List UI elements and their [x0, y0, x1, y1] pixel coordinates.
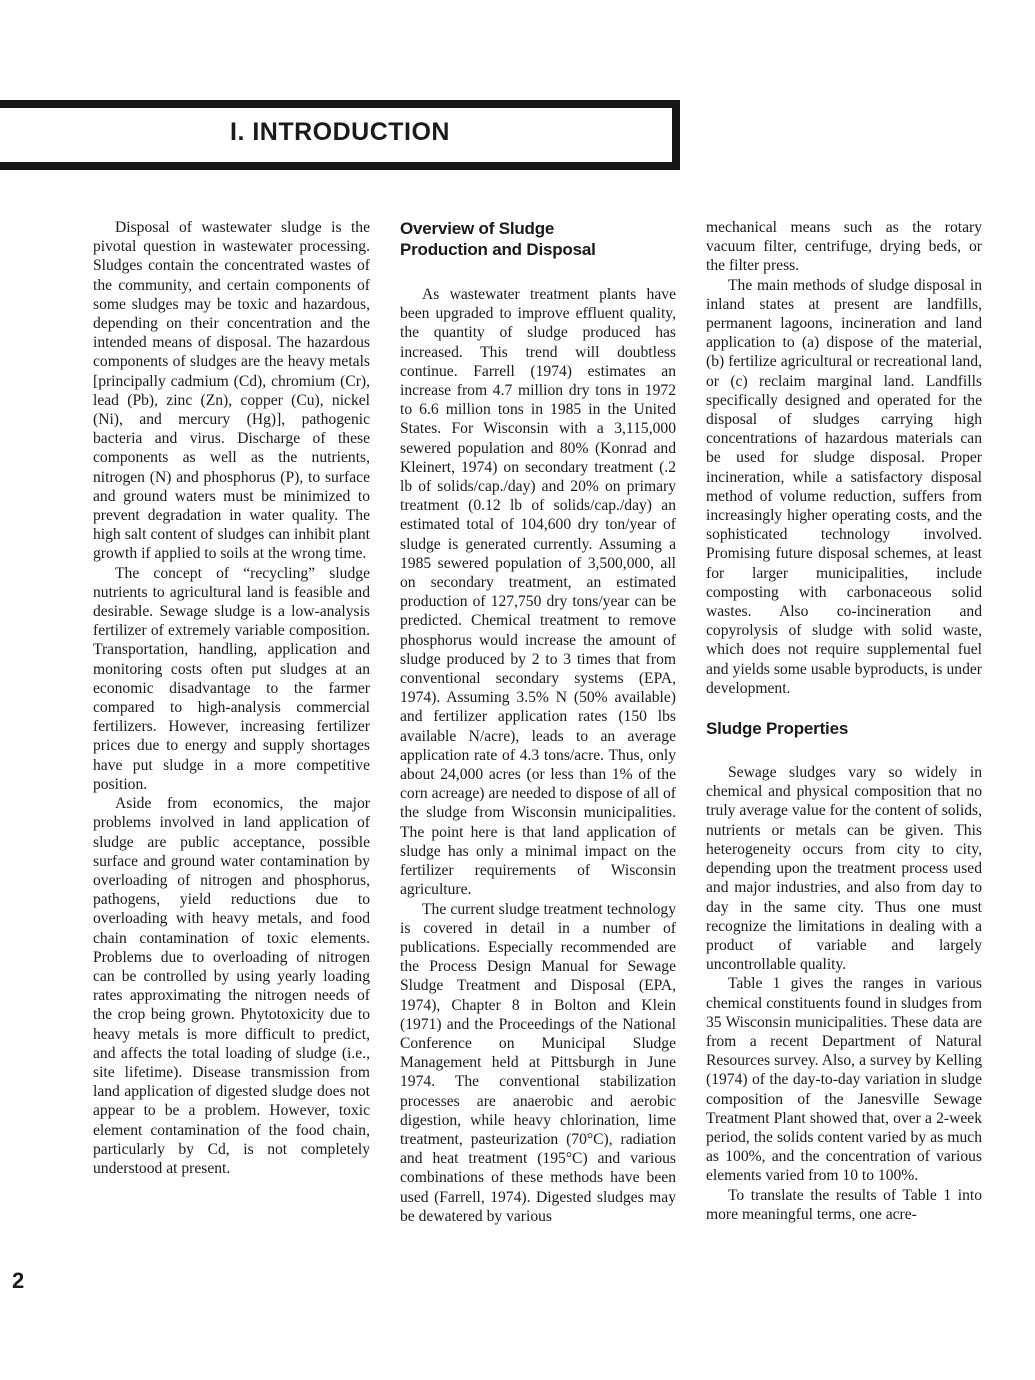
paragraph: Table 1 gives the ranges in various chemical constituents found in sludges from 35 Wisconsin municipalities. These data are from a recent Department of Natural Resources survey. Also, a survey by Kelling (1974) of the day-to-day variation in sludge composition of the Janesville Sewage Treatment Plant showed that, over a 2-week period, the solids content varied by as much as 100%, and the concentration of various elements varied from 10 to 100%. [706, 975, 982, 1185]
paragraph: The concept of “recycling” sludge nutrients to agricultural land is feasible and desirable. Sewage sludge is a low-analysis fertilizer of extremely variable composition. Transportation, handling, application and monitoring costs often put sludges at an economic disadvantage to the farmer compared to high-analysis commercial fertilizers. However, increasing fertilizer prices due to energy and supply shortages have put sludge in a more competitive position. [93, 564, 370, 793]
text-column-2 [400, 218, 676, 1226]
paragraph: To translate the results of Table 1 into more meaningful terms, one acre- [706, 1186, 982, 1223]
paragraph: mechanical means such as the rotary vacuum filter, centrifuge, drying beds, or the filter press. [706, 219, 982, 275]
text-column-1 [93, 218, 370, 1178]
paragraph: Aside from economics, the major problems involved in land application of sludge are public acceptance, possible surface and ground water contamination by overloading of nitrogen and phosphorus, pathogens, yield reductions due to overloading with heavy metals, and food chain contamination of toxic elements. Problems due to overloading of nitrogen can be controlled by using yearly loading rates approximating the nitrogen needs of the crop being grown. Phytotoxicity due to heavy metals is more difficult to predict, and affects the total loading of sludge (i.e., site lifetime). Disease transmission from land application of digested sludge does not appear to be a problem. However, toxic element contamination of the food chain, particularly by Cd, is not completely understood at present. [93, 795, 370, 1177]
paragraph: The main methods of sludge disposal in inland states at present are landfills, permanent lagoons, incineration and land application to (a) dispose of the material, (b) fertilize agricultural or recreational land, or (c) reclaim marginal land. Landfills specifically designed and operated for the disposal of sludges carrying high concentrations of hazardous materials can be used for sludge disposal. Proper incineration, while a satisfactory disposal method of volume reduction, suffers from increasingly higher operating costs, and the sophisticated technology involved. Promising future disposal schemes, at least for larger municipalities, include composting with carbonaceous solid wastes. Also co-incineration and copyrolysis of sludge with solid waste, which does not require supplemental fuel and yields some usable byproducts, is under development. [706, 276, 982, 697]
text-column-3 [706, 218, 982, 1224]
chapter-header-band [0, 100, 680, 170]
page-number: 2 [12, 1268, 25, 1293]
section-heading-overview: Overview of Sludge Production and Disposal [400, 219, 596, 259]
header-rule-top [0, 100, 680, 108]
paragraph: The current sludge treatment technology is covered in detail in a number of publications. Especially recommended are the Process Design Manual for Sewage Sludge Treatment and Disposal (EPA, 1974), Chapter 8 in Bolton and Klein (1971) and the Proceedings of the National Conference on Municipal Sludge Management held at Pittsburgh in June 1974. The conventional stabilization processes are anaerobic and aerobic digestion, while heavy chlorination, lime treatment, pasteurization (70°C), radiation and heat treatment (195°C) and various combinations of these methods have been used (Farrell, 1974). Digested sludges may be dewatered by various [400, 900, 676, 1225]
header-rule-bottom [0, 162, 680, 170]
paragraph: Disposal of wastewater sludge is the pivotal question in wastewater processing. Sludges contain the concentrated wastes of the community, and certain components of some sludges may be toxic and hazardous, depending on their concentration and the intended means of disposal. The hazardous components of sludges are the heavy metals [principally cadmium (Cd), chromium (Cr), lead (Pb), zinc (Zn), copper (Cu), nickel (Ni), and mercury (Hg)], pathogenic bacteria and virus. Discharge of these components as well as the nutrients, nitrogen (N) and phosphorus (P), to surface and ground waters must be minimized to prevent degradation in water quality. The high salt content of sludges can inhibit plant growth if applied to soils at the wrong time. [93, 219, 370, 563]
section-heading-sludge-properties: Sludge Properties [706, 719, 849, 739]
chapter-title: I. INTRODUCTION [230, 118, 450, 146]
paragraph: Sewage sludges vary so widely in chemical and physical composition that no truly average value for the content of solids, nutrients or metals can be given. This heterogeneity occurs from city to city, depending upon the treatment process used and major industries, and also from day to day in the same city. Thus one must recognize the limitations in dealing with a product of variable and largely uncontrollable quality. [706, 764, 982, 974]
paragraph: As wastewater treatment plants have been upgraded to improve effluent quality, the quantity of sludge produced has increased. This trend will doubtless continue. Farrell (1974) estimates an increase from 4.7 million dry tons in 1972 to 6.6 million tons in 1985 in the United States. For Wisconsin with a 3,115,000 sewered population and 80% (Konrad and Kleinert, 1974) on secondary treatment (.2 lb of solids/cap./day) and 20% on primary treatment (0.12 lb of solids/cap./day) an estimated total of 104,600 dry ton/year of sludge is generated currently. Assuming a 1985 sewered population of 3,500,000, all on secondary treatment, an estimated production of 127,750 dry tons/year can be predicted. Chemical treatment to remove phosphorus would increase the amount of sludge produced by 2 to 3 times that from conventional secondary systems (EPA, 1974). Assuming 3.5% N (50% available) and fertilizer application rates (150 lbs available N/acre), leads to an average application rate of 4.3 tons/acre. Thus, only about 24,000 acres (or less than 1% of the corn acreage) are needed to dispose of all of the sludge from Wisconsin municipalities. The point here is that land application of sludge has only a minimal impact on the fertilizer requirements of Wisconsin agriculture. [400, 286, 676, 899]
